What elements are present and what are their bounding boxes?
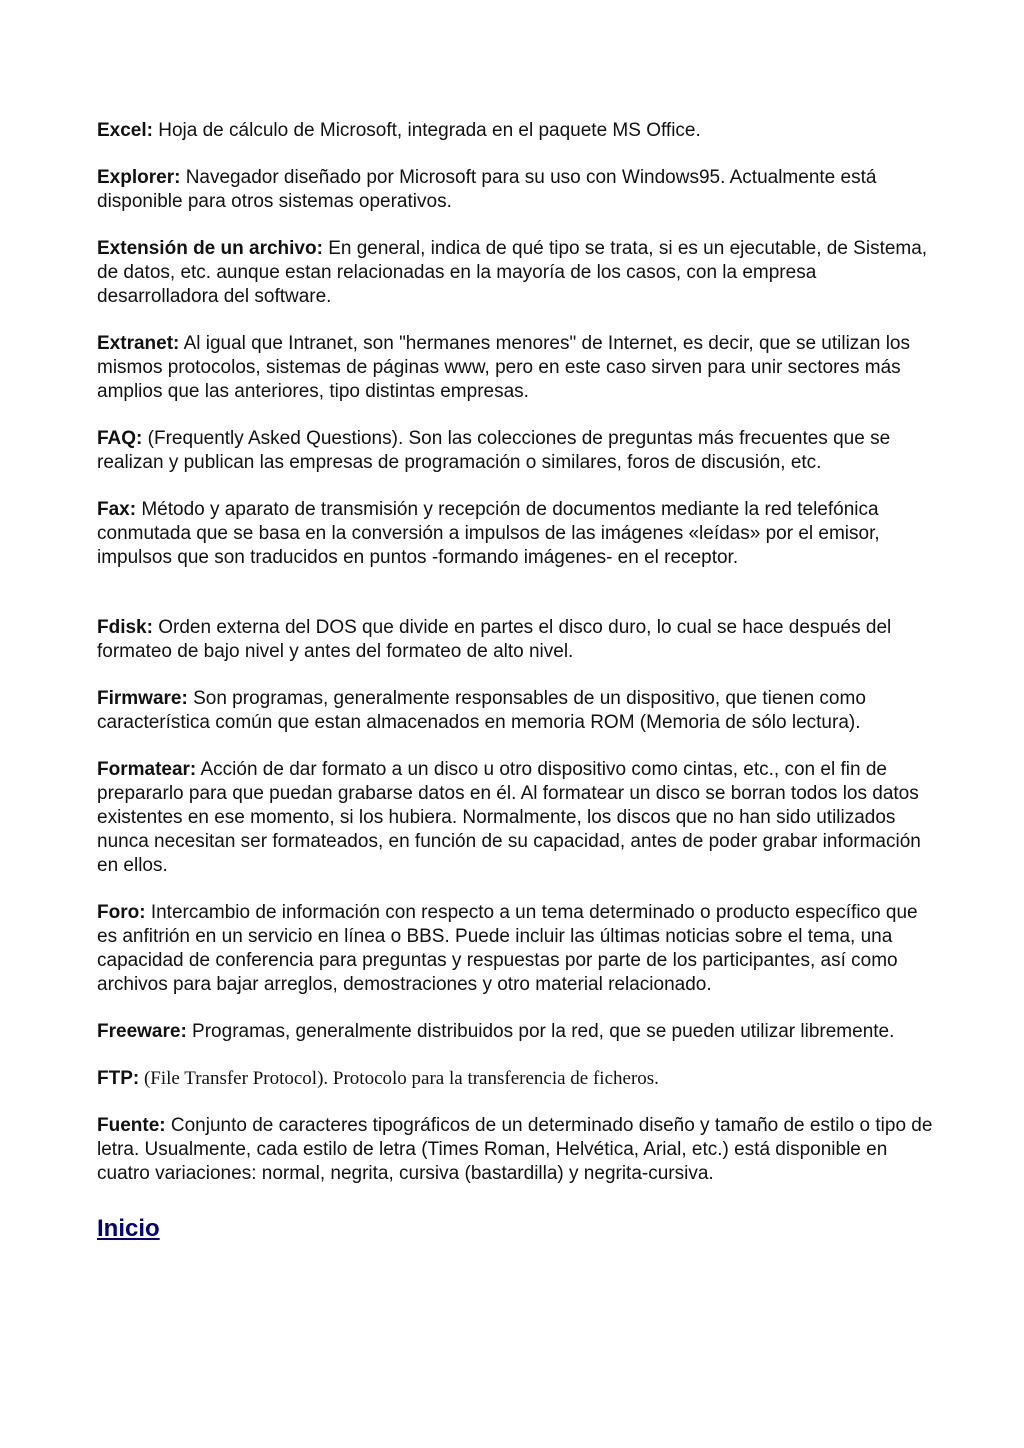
term: FTP:: [97, 1068, 140, 1089]
definition: Método y aparato de transmisión y recepción de documentos mediante la red telefónica conmutada que se basa en la conversión a impulsos de las imágenes «leídas» por el emisor, impulsos que son traducidos en puntos -formando imágenes- en el receptor.: [97, 499, 880, 568]
term: Fdisk:: [97, 617, 153, 638]
definition: (File Transfer Protocol). Protocolo para la transferencia de ficheros.: [139, 1068, 659, 1089]
term: Extranet:: [97, 333, 180, 354]
definition: Conjunto de caracteres tipográficos de un determinado diseño y tamaño de estilo o tipo de letra. Usualmente, cada estilo de letra (Times Roman, Helvética, Arial, etc.) está disponible en cuatro variaciones: normal, negrita, cursiva (bastardilla) y negrita-cursiva.: [97, 1115, 933, 1184]
glossary-entry-extranet: [97, 332, 937, 404]
definition: Orden externa del DOS que divide en partes el disco duro, lo cual se hace después del formateo de bajo nivel y antes del formateo de alto nivel.: [97, 617, 892, 662]
glossary-entry-formatear: [97, 758, 937, 878]
glossary-entry-excel: [97, 119, 937, 143]
term: Freeware:: [97, 1021, 187, 1042]
glossary-entry-extension: [97, 237, 937, 309]
glossary-entry-fax: [97, 498, 937, 570]
glossary-page: [97, 119, 937, 1244]
definition: Programas, generalmente distribuidos por la red, que se pueden utilizar libremente.: [186, 1021, 895, 1042]
glossary-entry-fuente: [97, 1114, 937, 1186]
home-link[interactable]: Inicio: [97, 1215, 160, 1242]
definition: Son programas, generalmente responsables de un dispositivo, que tienen como característica común que estan almacenados en memoria ROM (Memoria de sólo lectura).: [97, 688, 866, 733]
definition: En general, indica de qué tipo se trata, si es un ejecutable, de Sistema, de datos, etc. aunque estan relacionadas en la mayoría de los casos, con la empresa desarrolladora del software.: [97, 238, 928, 307]
glossary-entry-faq: [97, 427, 937, 475]
definition: Hoja de cálculo de Microsoft, integrada en el paquete MS Office.: [152, 120, 701, 141]
glossary-entry-freeware: [97, 1020, 937, 1044]
term: Formatear:: [97, 759, 197, 780]
term: Fuente:: [97, 1115, 166, 1136]
term: Excel:: [97, 120, 153, 141]
term: Extensión de un archivo:: [97, 238, 323, 259]
definition: Intercambio de información con respecto a un tema determinado o producto específico que es anfitrión en un servicio en línea o BBS. Puede incluir las últimas noticias sobre el tema, una capacidad de conferencia para preguntas y respuestas por parte de los participantes, así como archivos para bajar arreglos, demostraciones y otro material relacionado.: [97, 902, 918, 995]
definition: (Frequently Asked Questions). Son las colecciones de preguntas más frecuentes que se realizan y publican las empresas de programación o similares, foros de discusión, etc.: [97, 428, 891, 473]
definition: Navegador diseñado por Microsoft para su uso con Windows95. Actualmente está disponible para otros sistemas operativos.: [97, 167, 877, 212]
term: Firmware:: [97, 688, 188, 709]
glossary-entry-fdisk: [97, 616, 937, 664]
glossary-entry-ftp: [97, 1067, 937, 1091]
term: Foro:: [97, 902, 146, 923]
glossary-entry-foro: [97, 901, 937, 997]
glossary-entry-firmware: [97, 687, 937, 735]
glossary-entry-explorer: [97, 166, 937, 214]
term: Explorer:: [97, 167, 181, 188]
term: FAQ:: [97, 428, 143, 449]
definition: Al igual que Intranet, son "hermanes menores" de Internet, es decir, que se utilizan los mismos protocolos, sistemas de páginas www, pero en este caso sirven para unir sectores más amplios que las anteriores, tipo distintas empresas.: [97, 333, 910, 402]
term: Fax:: [97, 499, 137, 520]
definition: Acción de dar formato a un disco u otro dispositivo como cintas, etc., con el fin de prepararlo para que puedan grabarse datos en él. Al formatear un disco se borran todos los datos existentes en ese momento, si los hubiera. Normalmente, los discos que no han sido utilizados nunca necesitan ser formateados, en función de su capacidad, antes de poder grabar información en ellos.: [97, 759, 921, 876]
